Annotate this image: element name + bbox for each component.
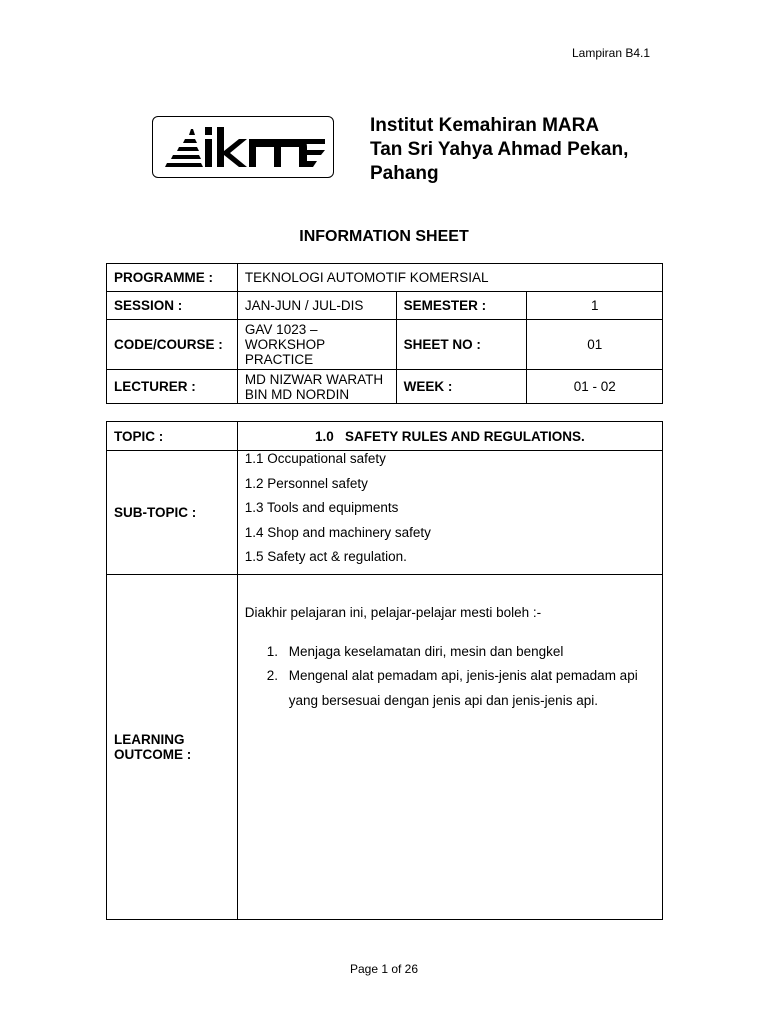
lecturer-label: LECTURER :: [107, 370, 238, 404]
outcome-item: [245, 664, 655, 713]
code-line-1: GAV 1023 –: [244, 322, 318, 337]
subtopic-list: [237, 451, 662, 575]
programme-label: PROGRAMME :: [107, 264, 238, 292]
institution-line-2: Tan Sri Yahya Ahmad Pekan,: [370, 139, 629, 160]
topic-value: 1.0 SAFETY RULES AND REGULATIONS.: [237, 422, 662, 451]
info-table: [106, 263, 663, 404]
lecturer-line-2: BIN MD NORDIN: [244, 386, 350, 402]
topic-label: TOPIC :: [107, 422, 238, 451]
outcome-text: yang bersesuai dengan jenis api dan jenis-jenis api.: [288, 692, 598, 708]
institution-name: [370, 114, 670, 186]
subtopic-label: SUB-TOPIC :: [107, 451, 238, 575]
outcome-number: 2.: [266, 668, 279, 683]
code-line-2: WORKSHOP: [244, 337, 326, 352]
institution-line-3: Pahang: [370, 163, 439, 184]
semester-value: 1: [527, 292, 663, 320]
outcome-text: Mengenal alat pemadam api, jenis-jenis alat pemadam api: [288, 668, 638, 683]
code-value: [237, 320, 396, 370]
outcome-label-line-2: OUTCOME :: [114, 746, 192, 762]
page-title: INFORMATION SHEET: [299, 228, 469, 245]
lecturer-line-1: MD NIZWAR WARATH: [244, 371, 384, 387]
institution-line-1: Institut Kemahiran MARA: [370, 115, 600, 136]
code-line-3: PRACTICE: [244, 352, 314, 367]
outcome-text: Menjaga keselamatan diri, mesin dan bengkel: [288, 643, 564, 659]
outcome-content: [237, 574, 662, 919]
outcome-item: [245, 640, 655, 665]
code-label: CODE/COURSE :: [107, 320, 238, 370]
programme-value: TEKNOLOGI AUTOMOTIF KOMERSIAL: [237, 264, 662, 292]
outcome-intro: Diakhir pelajaran ini, pelajar-pelajar mesti boleh :-: [244, 604, 542, 620]
page-number: Page 1 of 26: [349, 962, 419, 976]
topic-table: [106, 421, 663, 920]
subtopic-item: 1.3 Tools and equipments: [244, 500, 399, 515]
subtopic-item: 1.2 Personnel safety: [244, 475, 368, 491]
sheet-value: 01: [527, 320, 663, 370]
outcome-number: 1.: [266, 643, 279, 659]
subtopic-item: 1.5 Safety act & regulation.: [244, 549, 407, 564]
session-value: JAN-JUN / JUL-DIS: [237, 292, 396, 320]
week-label: WEEK :: [396, 370, 527, 404]
sheet-label: SHEET NO :: [396, 320, 527, 370]
session-label: SESSION :: [107, 292, 238, 320]
semester-label: SEMESTER :: [396, 292, 527, 320]
lecturer-value: [237, 370, 396, 404]
outcome-label-line-1: LEARNING: [114, 731, 185, 747]
subtopic-item: 1.4 Shop and machinery safety: [244, 524, 431, 540]
subtopic-item: 1.1 Occupational safety: [244, 451, 386, 466]
outcome-label: [107, 574, 238, 919]
week-value: 01 - 02: [527, 370, 663, 404]
outcome-list: [245, 640, 655, 714]
ikm-logo: [152, 116, 334, 178]
annex-label: Lampiran B4.1: [572, 46, 651, 60]
